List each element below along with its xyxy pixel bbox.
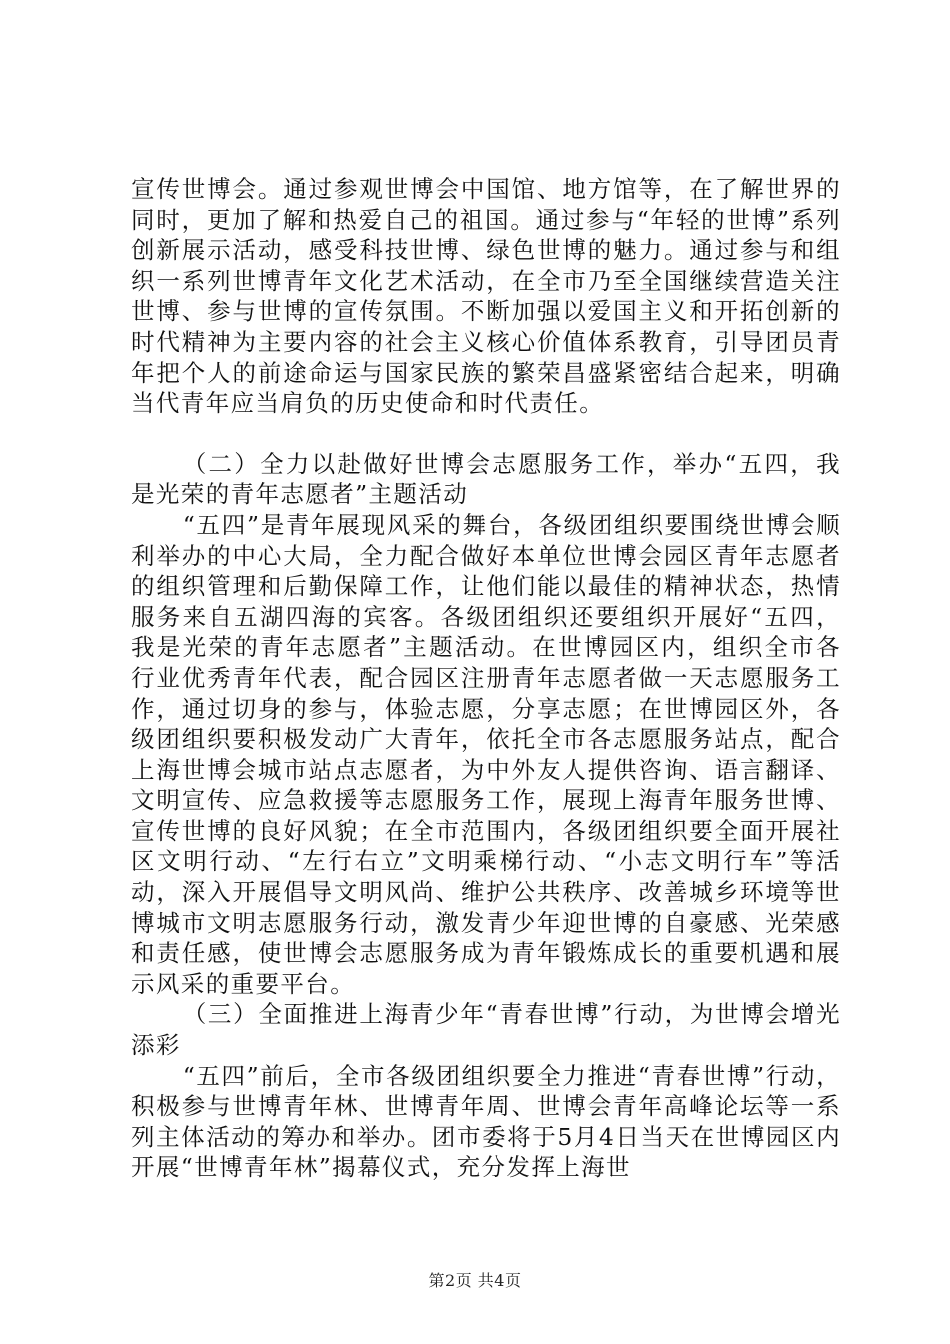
paragraph-section-2: “五四”是青年展现风采的舞台，各级团组织要围绕世博会顺利举办的中心大局，全力配合做好本单位世博会园区青年志愿者的组织管理和后勤保障工作，让他们能以最佳的精神状态，热情服务来自五湖四海的宾客。各级团组织还要组织开展好“五四，我是光荣的青年志愿者”主题活动。在世博园区内，组织全市各行业优秀青年代表，配合园区注册青年志愿者做一天志愿服务工作，通过切身的参与，体验志愿，分享志愿；在世博园区外，各级团组织要积极发动广大青年，依托全市各志愿服务站点，配合上海世博会城市站点志愿者，为中外友人提供咨询、语言翻译、文明宣传、应急救援等志愿服务工作，展现上海青年服务世博、宣传世博的良好风貌；在全市范围内，各级团组织要全面开展社区文明行动、“左行右立”文明乘梯行动、“小志文明行车”等活动，深入开展倡导文明风尚、维护公共秩序、改善城乡环境等世博城市文明志愿服务行动，激发青少年迎世博的自豪感、光荣感和责任感，使世博会志愿服务成为青年锻炼成长的重要机遇和展示风采的重要平台。 (131, 510, 841, 998)
document-body (131, 174, 841, 1183)
page-footer: 第2页 共4页 (428, 1271, 522, 1290)
section-heading-3: （三）全面推进上海青少年“青春世博”行动，为世博会增光添彩 (131, 1000, 841, 1060)
paragraph-gap (131, 419, 841, 449)
paragraph-continuation: 宣传世博会。通过参观世博会中国馆、地方馆等，在了解世界的同时，更加了解和热爱自己的祖国。通过参与“年轻的世博”系列创新展示活动，感受科技世博、绿色世博的魅力。通过参与和组织一系列世博青年文化艺术活动，在全市乃至全国继续营造关注世博、参与世博的宣传氛围。不断加强以爱国主义和开拓创新的时代精神为主要内容的社会主义核心价值体系教育，引导团员青年把个人的前途命运与国家民族的繁荣昌盛紧密结合起来，明确当代青年应当肩负的历史使命和时代责任。 (131, 175, 841, 418)
section-heading-2: （二）全力以赴做好世博会志愿服务工作，举办“五四，我是光荣的青年志愿者”主题活动 (131, 449, 841, 509)
paragraph-section-3: “五四”前后，全市各级团组织要全力推进“青春世博”行动，积极参与世博青年林、世博青年周、世博会青年高峰论坛等一系列主体活动的筹办和举办。团市委将于5月4日当天在世博园区内开展“世博青年林”揭幕仪式，充分发挥上海世 (131, 1061, 841, 1182)
